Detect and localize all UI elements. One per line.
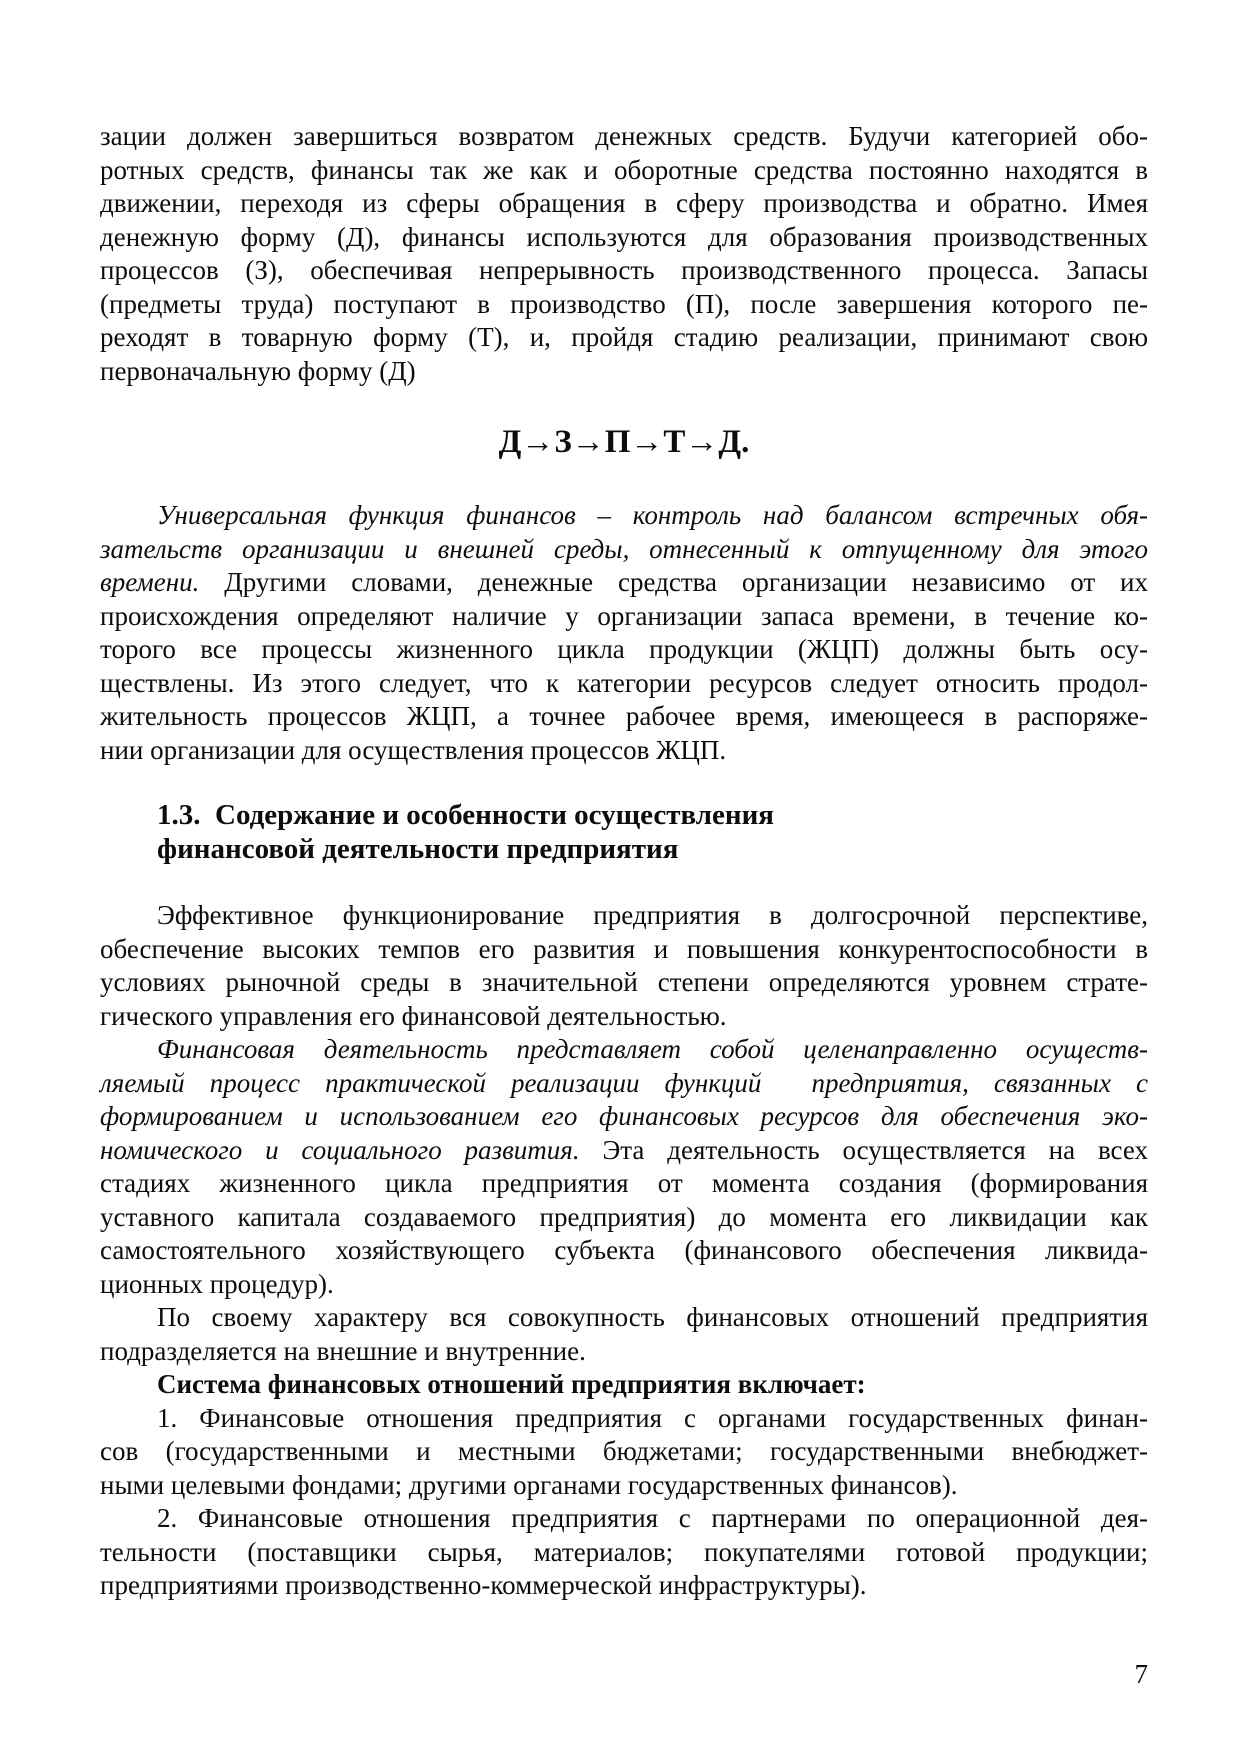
paragraph-financial-activity-line xyxy=(100,1134,1148,1168)
paragraph-universal-function-line xyxy=(100,667,1148,701)
paragraph-money-return-line xyxy=(100,221,1148,255)
paragraph-money-return-line xyxy=(100,355,1148,389)
paragraph-money-return-line xyxy=(100,254,1148,288)
paragraph-item-1 xyxy=(100,1402,1148,1503)
paragraph-item-2 xyxy=(100,1502,1148,1603)
text-segment: Универсальная функция финансов – контроль над балансом встречных обя- xyxy=(157,500,1148,530)
text-segment: времени. xyxy=(100,567,200,597)
paragraph-financial-activity-line xyxy=(100,1201,1148,1235)
paragraph-effective-functioning-line xyxy=(100,1000,1148,1034)
text-segment: Система финансовых отношений предприятия включает: xyxy=(157,1369,866,1399)
paragraph-money-return-line xyxy=(100,321,1148,355)
paragraph-system-relations-line xyxy=(100,1368,1148,1402)
paragraph-financial-activity-line xyxy=(100,1167,1148,1201)
paragraph-universal-function-line xyxy=(100,533,1148,567)
text-segment: (предметы труда) поступают в производство (П), после завершения которого пе- xyxy=(100,288,1148,319)
paragraph-relations-character-line xyxy=(100,1335,1148,1369)
paragraph-money-return-line xyxy=(100,187,1148,221)
paragraph-relations-character-line xyxy=(100,1301,1148,1335)
text-segment: первоначальную форму (Д) xyxy=(100,355,416,386)
text-segment: нии организации для осуществления процессов ЖЦП. xyxy=(100,734,727,765)
paragraph-item-2-line xyxy=(100,1536,1148,1570)
text-segment: ными целевыми фондами; другими органами государственных финансов). xyxy=(100,1469,958,1500)
text-segment: По своему характеру вся совокупность финансовых отношений предприятия xyxy=(157,1302,1148,1332)
text-segment: ционных процедур). xyxy=(100,1268,334,1299)
formula-block-line xyxy=(100,422,1148,462)
page-number: 7 xyxy=(1134,1659,1148,1689)
paragraph-item-1-line xyxy=(100,1402,1148,1436)
paragraph-effective-functioning-line xyxy=(100,899,1148,933)
paragraph-item-1-line xyxy=(100,1435,1148,1469)
section-heading-line xyxy=(157,799,1148,833)
paragraph-universal-function-line xyxy=(100,600,1148,634)
paragraph-universal-function-line xyxy=(100,566,1148,600)
paragraph-financial-activity-line xyxy=(100,1033,1148,1067)
text-segment: ществлены. Из этого следует, что к категории ресурсов следует относить продол- xyxy=(100,667,1148,698)
text-segment: обеспечение высоких темпов его развития и повышения конкурентоспособности в xyxy=(100,933,1148,964)
paragraph-financial-activity-line xyxy=(100,1234,1148,1268)
text-segment: номического и социального развития. xyxy=(100,1134,580,1165)
paragraph-universal-function-line xyxy=(100,734,1148,768)
paragraph-money-return-line xyxy=(100,288,1148,322)
text-segment: торого все процессы жизненного цикла продукции (ЖЦП) должны быть осу- xyxy=(100,634,1148,664)
text-column xyxy=(100,120,1148,1603)
text-segment: предприятиями производственно-коммерческой инфраструктуры). xyxy=(100,1570,867,1600)
formula-block xyxy=(100,422,1148,462)
text-segment: условиях рыночной среды в значительной степени определяются уровнем страте- xyxy=(100,967,1148,997)
paragraph-money-return-line xyxy=(100,120,1148,154)
paragraph-item-1-line xyxy=(100,1469,1148,1503)
text-segment: процессов (З), обеспечивая непрерывность производственного процесса. Запасы xyxy=(100,255,1148,285)
section-heading xyxy=(100,799,1148,866)
text-segment: реходят в товарную форму (Т), и, пройдя стадию реализации, принимают свою xyxy=(100,322,1148,352)
paragraph-system-relations xyxy=(100,1368,1148,1402)
paragraph-effective-functioning-line xyxy=(100,933,1148,967)
paragraph-universal-function-line xyxy=(100,499,1148,533)
paragraph-item-2-line xyxy=(100,1502,1148,1536)
paragraph-universal-function-line xyxy=(100,633,1148,667)
text-segment: жительность процессов ЖЦП, а точнее рабочее время, имеющееся в распоряже- xyxy=(100,701,1148,731)
paragraph-financial-activity-line xyxy=(100,1100,1148,1134)
text-segment: финансовой деятельности предприятия xyxy=(157,832,679,865)
paragraph-effective-functioning xyxy=(100,899,1148,1033)
text-segment: тельности (поставщики сырья, материалов; покупателями готовой продукции; xyxy=(100,1536,1148,1567)
paragraph-financial-activity-line xyxy=(100,1268,1148,1302)
text-segment: Эффективное функционирование предприятия в долгосрочной перспективе, xyxy=(157,900,1148,930)
text-segment: стадиях жизненного цикла предприятия от момента создания (формирования xyxy=(100,1168,1148,1198)
text-segment: формированием и использованием его финансовых ресурсов для обеспечения эко- xyxy=(100,1101,1148,1131)
text-segment: сов (государственными и местными бюджетами; государственными внебюджет- xyxy=(100,1436,1148,1466)
text-segment: движении, переходя из сферы обращения в сферу производства и обратно. Имея xyxy=(100,188,1148,218)
text-segment: ляемый процесс практической реализации функций предприятия, связанных с xyxy=(100,1067,1148,1098)
paragraph-money-return xyxy=(100,120,1148,388)
text-segment: зательств организации и внешней среды, отнесенный к отпущенному для этого xyxy=(100,533,1148,564)
paragraph-financial-activity xyxy=(100,1033,1148,1301)
paragraph-item-2-line xyxy=(100,1569,1148,1603)
text-segment: Другими словами, денежные средства организации независимо от их xyxy=(199,567,1148,597)
text-segment: Финансовая деятельность представляет собой целенаправленно осуществ- xyxy=(157,1034,1148,1064)
text-segment: Эта деятельность осуществляется на всех xyxy=(579,1134,1148,1165)
text-segment: Д→З→П→Т→Д. xyxy=(498,424,750,460)
text-segment: подразделяется на внешние и внутренние. xyxy=(100,1335,586,1366)
text-segment: 2. Финансовые отношения предприятия с партнерами по операционной дея- xyxy=(157,1503,1148,1533)
paragraph-financial-activity-line xyxy=(100,1067,1148,1101)
section-heading-line xyxy=(157,833,1148,867)
paragraph-money-return-line xyxy=(100,154,1148,188)
text-segment: 1.3. Содержание и особенности осуществления xyxy=(157,799,775,831)
text-segment: 1. Финансовые отношения предприятия с органами государственных финан- xyxy=(157,1402,1148,1433)
text-segment: ротных средств, финансы так же как и оборотные средства постоянно находятся в xyxy=(100,154,1148,185)
paragraph-universal-function xyxy=(100,499,1148,767)
text-segment: уставного капитала создаваемого предприятия) до момента его ликвидации как xyxy=(100,1201,1148,1232)
paragraph-effective-functioning-line xyxy=(100,966,1148,1000)
text-segment: денежную форму (Д), финансы используются для образования производственных xyxy=(100,221,1148,252)
paragraph-relations-character xyxy=(100,1301,1148,1368)
text-segment: самостоятельного хозяйствующего субъекта (финансового обеспечения ликвида- xyxy=(100,1235,1148,1265)
paragraph-universal-function-line xyxy=(100,700,1148,734)
text-segment: зации должен завершиться возвратом денежных средств. Будучи категорией обо- xyxy=(100,121,1148,151)
text-segment: происхождения определяют наличие у организации запаса времени, в течение ко- xyxy=(100,600,1148,631)
text-segment: гического управления его финансовой деятельностью. xyxy=(100,1000,727,1031)
